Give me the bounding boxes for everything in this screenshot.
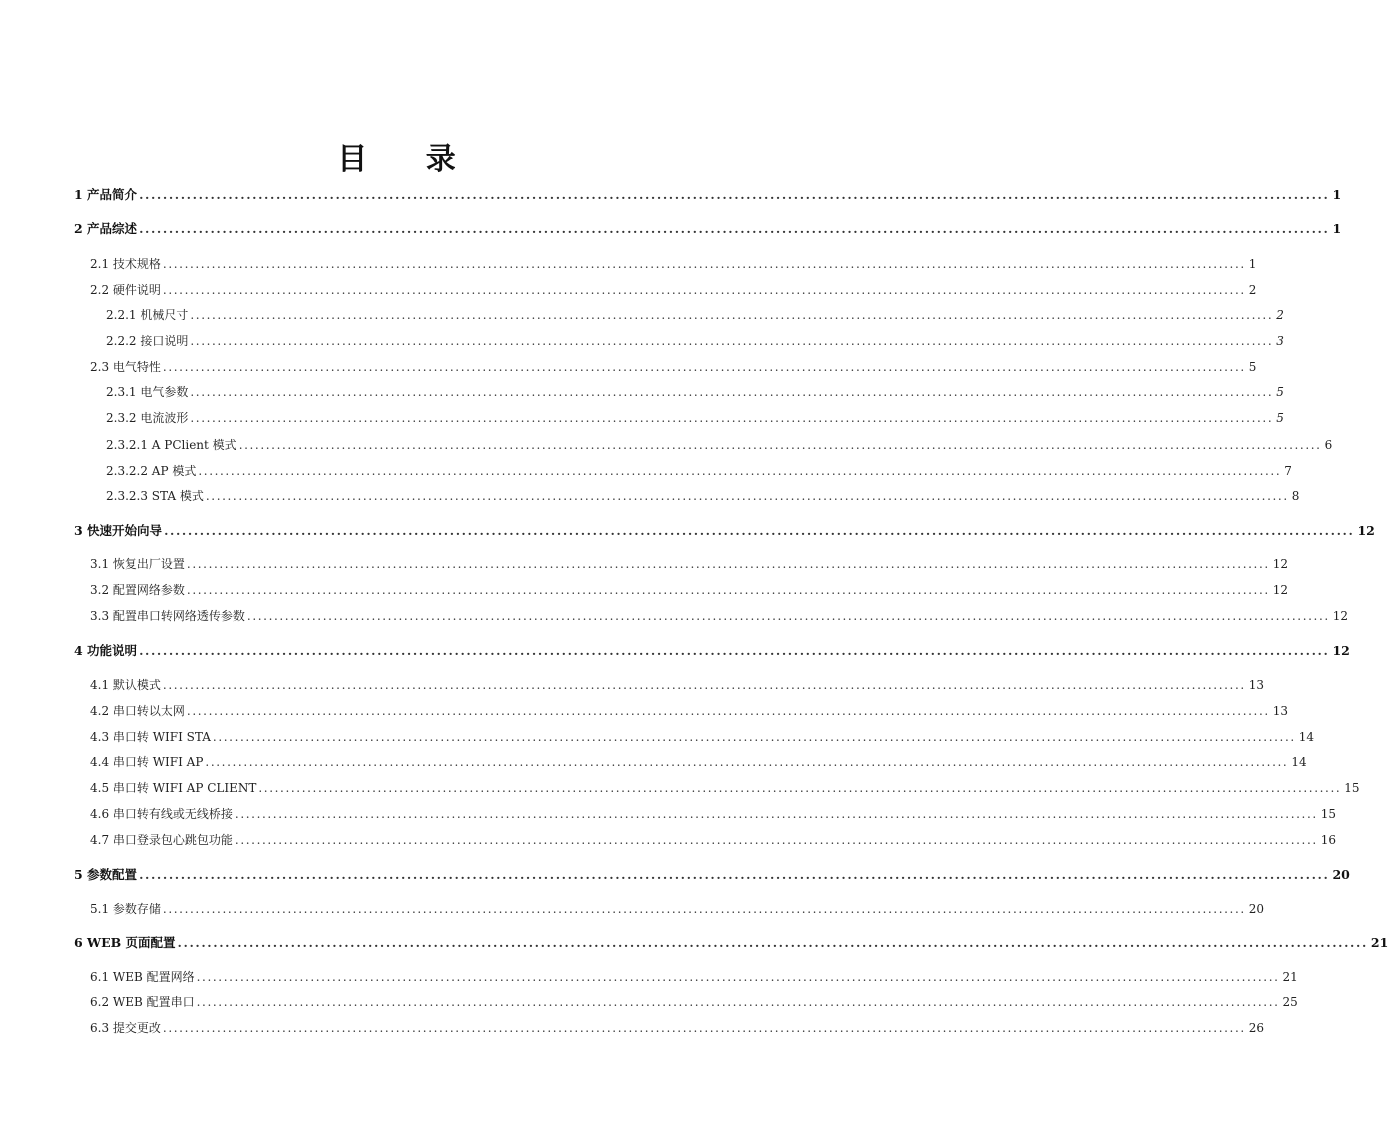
toc-entry[interactable] xyxy=(106,409,1284,427)
toc-entry[interactable] xyxy=(90,993,1298,1011)
toc-entry-label: 2.2 硬件说明 xyxy=(90,283,161,297)
toc-dot-leader: ........................................................................................................................................................................................................ xyxy=(246,609,1330,623)
toc-entry-label: 3.1 恢复出厂设置 xyxy=(90,557,185,571)
toc-entry-page: 1 xyxy=(1332,221,1342,236)
toc-entry-label: 2.2.1 机械尺寸 xyxy=(106,308,189,322)
toc-entry-page: 16 xyxy=(1320,833,1337,847)
toc-dot-leader: ........................................................................................................................................................................................................ xyxy=(162,360,1246,374)
toc-dot-leader: ........................................................................................................................................................................................................ xyxy=(196,970,1280,984)
toc-entry[interactable] xyxy=(90,831,1337,849)
toc-dot-leader: ........................................................................................................................................................................................................ xyxy=(205,755,1289,769)
toc-dot-leader: ........................................................................................................................................................................................................ xyxy=(258,781,1342,795)
toc-entry[interactable] xyxy=(74,934,1388,952)
toc-entry[interactable] xyxy=(90,702,1289,720)
toc-dot-leader: ........................................................................................................................................................................................................ xyxy=(139,867,1330,882)
toc-entry-label: 4.5 串口转 WIFI AP CLIENT xyxy=(90,781,257,795)
toc-entry[interactable] xyxy=(74,220,1342,238)
toc-entry[interactable] xyxy=(90,281,1257,299)
toc-dot-leader: ........................................................................................................................................................................................................ xyxy=(234,807,1318,821)
toc-entry[interactable] xyxy=(106,462,1292,480)
toc-entry[interactable] xyxy=(90,753,1307,771)
toc-dot-leader: ........................................................................................................................................................................................................ xyxy=(212,730,1296,744)
toc-entry[interactable] xyxy=(106,306,1284,324)
toc-entry-page: 20 xyxy=(1248,902,1265,916)
toc-entry-page: 21 xyxy=(1370,935,1388,950)
toc-entry-label: 4.2 串口转以太网 xyxy=(90,704,185,718)
toc-entry-label: 6.3 提交更改 xyxy=(90,1021,161,1035)
toc-entry[interactable] xyxy=(90,555,1289,573)
toc-entry[interactable] xyxy=(74,642,1350,660)
toc-entry[interactable] xyxy=(74,186,1342,204)
toc-entry-label: 6 WEB 页面配置 xyxy=(74,935,176,950)
toc-entry[interactable] xyxy=(90,779,1360,797)
toc-entry-page: 3 xyxy=(1276,334,1284,348)
toc-entry-label: 2.2.2 接口说明 xyxy=(106,334,189,348)
toc-entry[interactable] xyxy=(90,900,1265,918)
toc-entry-label: 6.1 WEB 配置网络 xyxy=(90,970,195,984)
toc-entry[interactable] xyxy=(90,358,1257,376)
toc-entry-page: 12 xyxy=(1332,609,1349,623)
toc-entry-label: 3.2 配置网络参数 xyxy=(90,583,185,597)
toc-entry-page: 5 xyxy=(1276,385,1284,399)
toc-entry-page: 26 xyxy=(1248,1021,1265,1035)
toc-entry-page: 5 xyxy=(1248,360,1257,374)
toc-dot-leader: ........................................................................................................................................................................................................ xyxy=(177,935,1368,950)
toc-dot-leader: ........................................................................................................................................................................................................ xyxy=(198,464,1282,478)
toc-entry-label: 4.3 串口转 WIFI STA xyxy=(90,730,211,744)
toc-entry-page: 2 xyxy=(1248,283,1257,297)
toc-entry[interactable] xyxy=(90,581,1289,599)
toc-entry[interactable] xyxy=(90,676,1265,694)
toc-entry-label: 5 参数配置 xyxy=(74,867,138,882)
toc-dot-leader: ........................................................................................................................................................................................................ xyxy=(190,334,1274,348)
toc-entry-label: 2.3.2 电流波形 xyxy=(106,411,189,425)
toc-entry[interactable] xyxy=(106,487,1300,505)
toc-entry-label: 2.3.1 电气参数 xyxy=(106,385,189,399)
toc-dot-leader: ........................................................................................................................................................................................................ xyxy=(196,995,1280,1009)
toc-dot-leader: ........................................................................................................................................................................................................ xyxy=(139,643,1330,658)
toc-entry-page: 14 xyxy=(1291,755,1307,769)
toc-dot-leader: ........................................................................................................................................................................................................ xyxy=(162,1021,1246,1035)
toc-dot-leader: ........................................................................................................................................................................................................ xyxy=(190,385,1274,399)
toc-entry-label: 2.3.2.3 STA 模式 xyxy=(106,489,204,503)
toc-entry-page: 15 xyxy=(1320,807,1337,821)
toc-entry-page: 21 xyxy=(1282,970,1298,984)
toc-dot-leader: ........................................................................................................................................................................................................ xyxy=(162,678,1246,692)
toc-dot-leader: ........................................................................................................................................................................................................ xyxy=(234,833,1318,847)
toc-entry[interactable] xyxy=(90,1019,1265,1037)
toc-dot-leader: ........................................................................................................................................................................................................ xyxy=(162,257,1246,271)
toc-entry[interactable] xyxy=(90,607,1349,625)
toc-entry-page: 15 xyxy=(1344,781,1360,795)
toc-dot-leader: ........................................................................................................................................................................................................ xyxy=(164,523,1355,538)
toc-dot-leader: ........................................................................................................................................................................................................ xyxy=(162,283,1246,297)
toc-entry-label: 2 产品综述 xyxy=(74,221,138,236)
toc-entry[interactable] xyxy=(106,383,1284,401)
toc-dot-leader: ........................................................................................................................................................................................................ xyxy=(190,308,1274,322)
toc-dot-leader: ........................................................................................................................................................................................................ xyxy=(162,902,1246,916)
toc-entry-label: 1 产品简介 xyxy=(74,187,138,202)
toc-dot-leader: ........................................................................................................................................................................................................ xyxy=(139,221,1330,236)
toc-dot-leader: ........................................................................................................................................................................................................ xyxy=(238,438,1322,452)
toc-dot-leader: ........................................................................................................................................................................................................ xyxy=(205,489,1289,503)
toc-entry[interactable] xyxy=(106,436,1333,454)
toc-dot-leader: ........................................................................................................................................................................................................ xyxy=(190,411,1274,425)
toc-entry-label: 4.6 串口转有线或无线桥接 xyxy=(90,807,233,821)
toc-entry-label: 5.1 参数存储 xyxy=(90,902,161,916)
toc-entry-page: 2 xyxy=(1276,308,1284,322)
toc-entry-page: 12 xyxy=(1332,643,1350,658)
toc-entry[interactable] xyxy=(74,522,1375,540)
toc-entry-label: 4.1 默认模式 xyxy=(90,678,161,692)
toc-entry-page: 1 xyxy=(1248,257,1257,271)
toc-entry[interactable] xyxy=(74,866,1350,884)
toc-entry[interactable] xyxy=(90,968,1298,986)
toc-entry-page: 13 xyxy=(1248,678,1265,692)
toc-entry-label: 3 快速开始向导 xyxy=(74,523,163,538)
toc-entry-page: 12 xyxy=(1272,583,1289,597)
toc-entry-label: 2.3.2.2 AP 模式 xyxy=(106,464,197,478)
toc-dot-leader: ........................................................................................................................................................................................................ xyxy=(186,704,1270,718)
toc-entry-label: 2.1 技术规格 xyxy=(90,257,161,271)
toc-entry[interactable] xyxy=(90,728,1315,746)
toc-entry-label: 6.2 WEB 配置串口 xyxy=(90,995,195,1009)
toc-entry-page: 8 xyxy=(1291,489,1300,503)
toc-dot-leader: ........................................................................................................................................................................................................ xyxy=(186,557,1270,571)
toc-entry-page: 5 xyxy=(1276,411,1284,425)
toc-entry-label: 2.3.2.1 A PClient 模式 xyxy=(106,438,237,452)
toc-entry-page: 25 xyxy=(1282,995,1298,1009)
toc-entry[interactable] xyxy=(90,255,1257,273)
toc-entry-label: 4 功能说明 xyxy=(74,643,138,658)
toc-entry-label: 2.3 电气特性 xyxy=(90,360,161,374)
toc-entry-page: 1 xyxy=(1332,187,1342,202)
toc-entry-page: 12 xyxy=(1272,557,1289,571)
toc-entry-label: 4.4 串口转 WIFI AP xyxy=(90,755,204,769)
toc-entry-label: 3.3 配置串口转网络透传参数 xyxy=(90,609,245,623)
toc-entry-label: 4.7 串口登录包心跳包功能 xyxy=(90,833,233,847)
toc-entry-page: 6 xyxy=(1324,438,1333,452)
toc-entry[interactable] xyxy=(106,332,1284,350)
toc-dot-leader: ........................................................................................................................................................................................................ xyxy=(139,187,1330,202)
toc-dot-leader: ........................................................................................................................................................................................................ xyxy=(186,583,1270,597)
toc-entry-page: 7 xyxy=(1284,464,1292,478)
toc-entry[interactable] xyxy=(90,805,1337,823)
toc-entry-page: 13 xyxy=(1272,704,1289,718)
page-title: 目 录 xyxy=(337,142,480,177)
toc-entry-page: 12 xyxy=(1357,523,1375,538)
toc-entry-page: 20 xyxy=(1332,867,1350,882)
toc-entry-page: 14 xyxy=(1298,730,1315,744)
